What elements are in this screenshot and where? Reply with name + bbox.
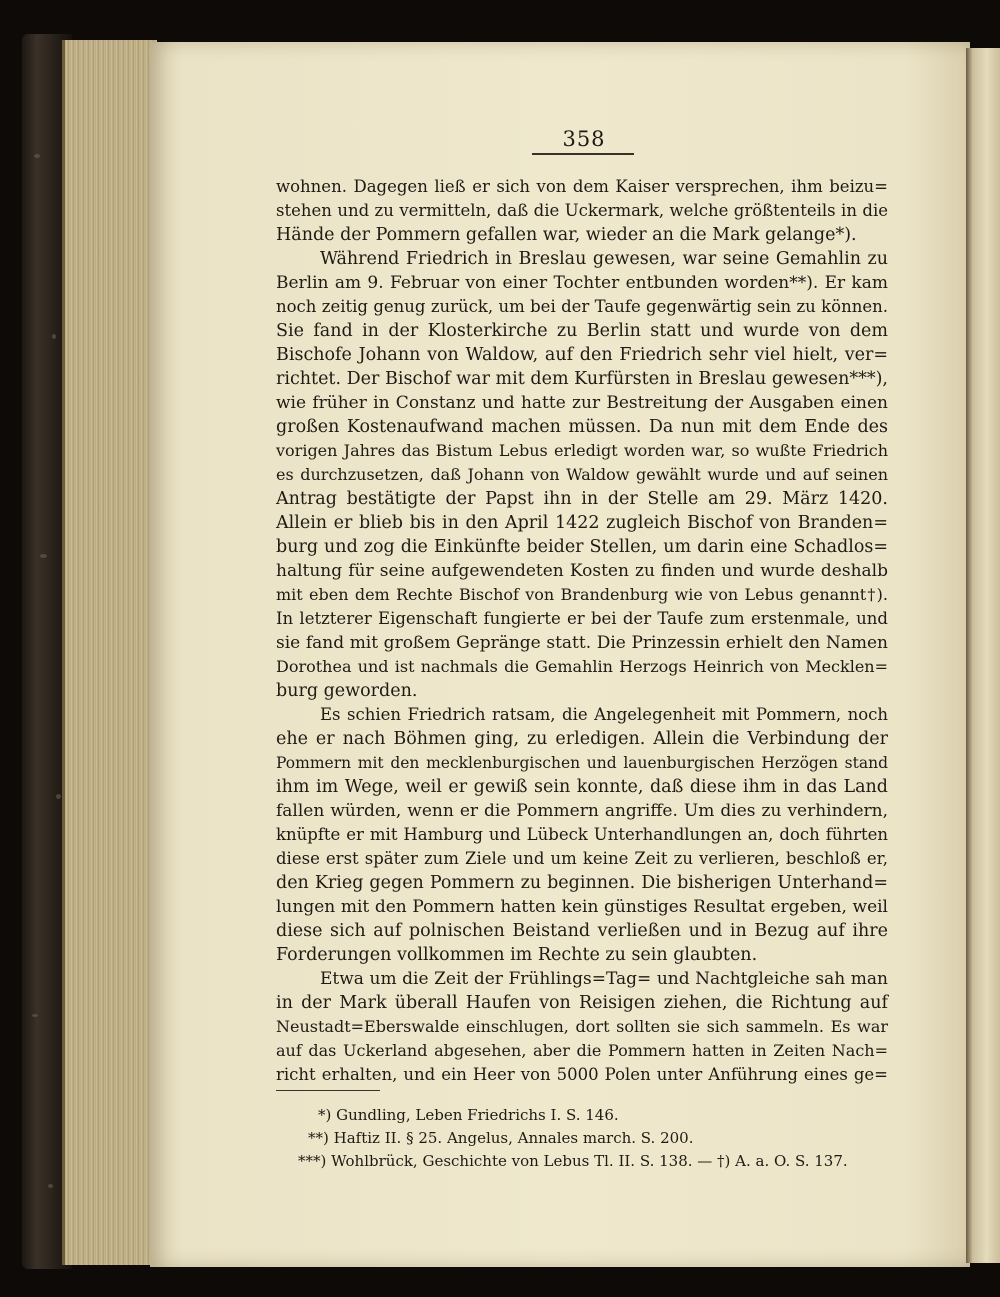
text-line: Allein er blieb bis in den April 1422 zugleich Bischof von Branden= [276, 513, 888, 533]
text-line: Etwa um die Zeit der Frühlings=Tag= und Nachtgleiche sah man [320, 969, 888, 989]
text-line: vorigen Jahres das Bistum Lebus erledigt worden war, so wußte Friedrich [276, 441, 888, 460]
text-line: Berlin am 9. Februar von einer Tochter entbunden worden**). Er kam [276, 273, 888, 293]
text-line: Sie fand in der Klosterkirche zu Berlin statt und wurde von dem [276, 321, 888, 341]
text-line: es durchzusetzen, daß Johann von Waldow gewählt wurde und auf seinen [276, 465, 888, 484]
text-line: lungen mit den Pommern hatten kein günstiges Resultat ergeben, weil [276, 897, 888, 917]
text-line: richt erhalten, und ein Heer von 5000 Polen unter Anführung eines ge= [276, 1065, 888, 1084]
text-line: ihm im Wege, weil er gewiß sein konnte, daß diese ihm in das Land [276, 777, 888, 797]
footnote: *) Gundling, Leben Friedrichs I. S. 146. [318, 1106, 619, 1124]
text-line: fallen würden, wenn er die Pommern angriffe. Um dies zu verhindern, [276, 801, 888, 821]
text-line: Neustadt=Eberswalde einschlugen, dort sollten sie sich sammeln. Es war [276, 1017, 888, 1036]
text-line: Es schien Friedrich ratsam, die Angelegenheit mit Pommern, noch [320, 705, 888, 724]
page-number-rule [532, 153, 634, 155]
text-line: burg geworden. [276, 681, 418, 701]
text-line: Während Friedrich in Breslau gewesen, war seine Gemahlin zu [320, 249, 888, 269]
text-line: In letzterer Eigenschaft fungierte er bei der Taufe zum erstenmale, und [276, 609, 888, 628]
text-line: richtet. Der Bischof war mit dem Kurfürsten in Breslau gewesen***), [276, 369, 888, 389]
text-line: ehe er nach Böhmen ging, zu erledigen. Allein die Verbindung der [276, 729, 888, 749]
text-line: auf das Uckerland abgesehen, aber die Pommern hatten in Zeiten Nach= [276, 1041, 888, 1060]
footnote: **) Haftiz II. § 25. Angelus, Annales march. S. 200. [308, 1129, 694, 1147]
page-number: 358 [562, 127, 606, 151]
footnote: ***) Wohlbrück, Geschichte von Lebus Tl. II. S. 138. — †) A. a. O. S. 137. [298, 1152, 848, 1170]
text-line: sie fand mit großem Gepränge statt. Die Prinzessin erhielt den Namen [276, 633, 888, 653]
text-line: Pommern mit den mecklenburgischen und lauenburgischen Herzögen stand [276, 754, 888, 772]
text-line: Forderungen vollkommen im Rechte zu sein glaubten. [276, 945, 758, 965]
text-line: Hände der Pommern gefallen war, wieder an die Mark gelange*). [276, 225, 857, 245]
next-page-edge [966, 48, 1000, 1263]
text-line: in der Mark überall Haufen von Reisigen ziehen, die Richtung auf [276, 993, 888, 1013]
text-line: mit eben dem Rechte Bischof von Brandenburg wie von Lebus genannt†). [276, 585, 888, 604]
text-line: den Krieg gegen Pommern zu beginnen. Die bisherigen Unterhand= [276, 873, 888, 893]
text-line: burg und zog die Einkünfte beider Stellen, um darin eine Schadlos= [276, 537, 888, 557]
text-line: haltung für seine aufgewendeten Kosten zu finden und wurde deshalb [276, 561, 888, 581]
footnote-rule [276, 1090, 380, 1091]
text-line: stehen und zu vermitteln, daß die Uckermark, welche größtenteils in die [276, 201, 888, 220]
text-line: Dorothea und ist nachmals die Gemahlin Herzogs Heinrich von Mecklen= [276, 657, 888, 676]
text-line: diese sich auf polnischen Beistand verließen und in Bezug auf ihre [276, 921, 888, 941]
text-line: Antrag bestätigte der Papst ihn in der Stelle am 29. März 1420. [276, 489, 888, 509]
text-line: wie früher in Constanz und hatte zur Bestreitung der Ausgaben einen [276, 393, 888, 413]
text-line: diese erst später zum Ziele und um keine Zeit zu verlieren, beschloß er, [276, 849, 888, 868]
text-line: wohnen. Dagegen ließ er sich von dem Kaiser versprechen, ihm beizu= [276, 177, 888, 196]
text-line: Bischofe Johann von Waldow, auf den Friedrich sehr viel hielt, ver= [276, 345, 888, 365]
page-edges [62, 40, 157, 1265]
text-line: knüpfte er mit Hamburg und Lübeck Unterhandlungen an, doch führten [276, 825, 888, 844]
text-line: noch zeitig genug zurück, um bei der Taufe gegenwärtig sein zu können. [276, 297, 888, 316]
text-line: großen Kostenaufwand machen müssen. Da nun mit dem Ende des [276, 417, 888, 437]
